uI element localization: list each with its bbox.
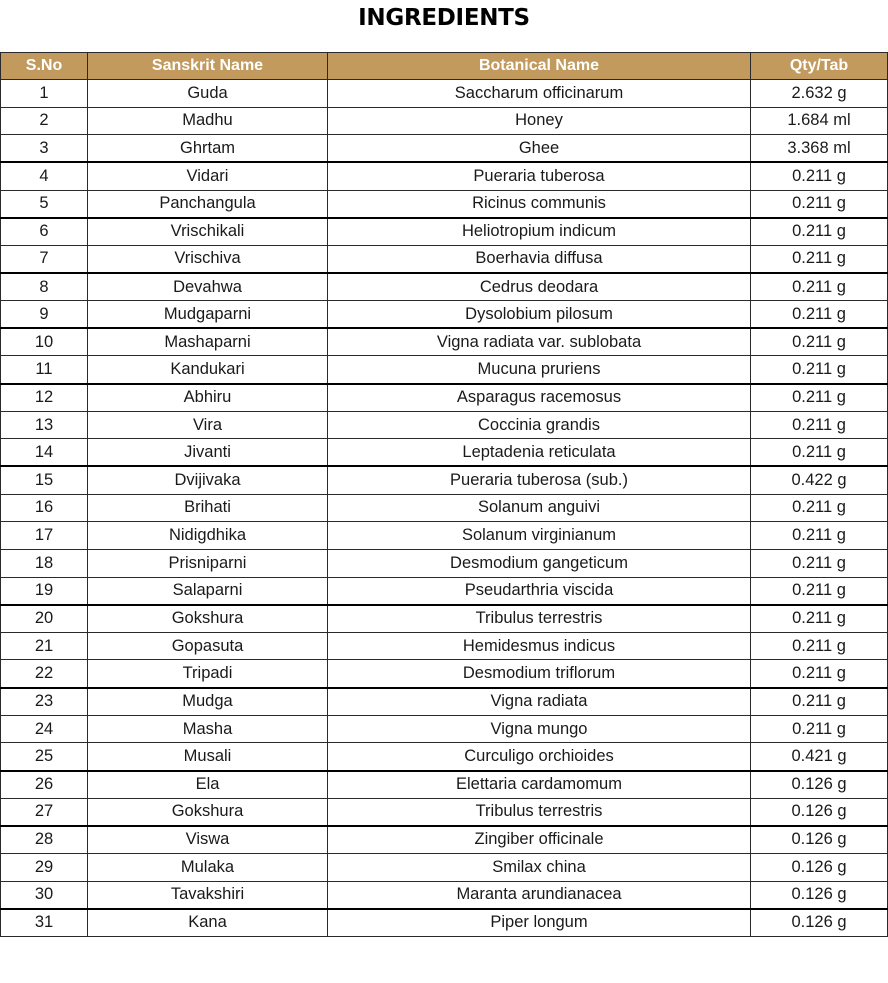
cell-sanskrit-name: Mudgaparni (88, 301, 328, 329)
cell-qty: 0.211 g (751, 301, 888, 329)
column-header-botanical-name: Botanical Name (328, 53, 751, 80)
cell-sanskrit-name: Ela (88, 771, 328, 799)
cell-botanical-name: Asparagus racemosus (328, 384, 751, 412)
cell-sno: 14 (1, 439, 88, 467)
cell-sno: 28 (1, 826, 88, 854)
cell-botanical-name: Tribulus terrestris (328, 798, 751, 826)
cell-qty: 0.211 g (751, 660, 888, 688)
cell-sno: 26 (1, 771, 88, 799)
table-header (1, 53, 888, 80)
cell-sno: 22 (1, 660, 88, 688)
cell-qty: 0.211 g (751, 439, 888, 467)
table-row (1, 356, 888, 384)
cell-botanical-name: Saccharum officinarum (328, 80, 751, 108)
cell-botanical-name: Desmodium gangeticum (328, 549, 751, 577)
cell-sno: 1 (1, 80, 88, 108)
cell-sno: 2 (1, 107, 88, 135)
cell-sanskrit-name: Kandukari (88, 356, 328, 384)
cell-qty: 0.211 g (751, 245, 888, 273)
cell-botanical-name: Coccinia grandis (328, 411, 751, 439)
cell-botanical-name: Pueraria tuberosa (sub.) (328, 466, 751, 494)
cell-sanskrit-name: Mashaparni (88, 328, 328, 356)
cell-sno: 13 (1, 411, 88, 439)
cell-sno: 12 (1, 384, 88, 412)
cell-qty: 3.368 ml (751, 135, 888, 163)
cell-botanical-name: Desmodium triflorum (328, 660, 751, 688)
cell-sanskrit-name: Panchangula (88, 190, 328, 218)
cell-qty: 0.211 g (751, 715, 888, 743)
cell-sno: 31 (1, 909, 88, 937)
cell-botanical-name: Solanum virginianum (328, 522, 751, 550)
cell-sno: 15 (1, 466, 88, 494)
cell-sno: 19 (1, 577, 88, 605)
cell-qty: 0.126 g (751, 798, 888, 826)
cell-botanical-name: Pueraria tuberosa (328, 162, 751, 190)
cell-qty: 0.211 g (751, 190, 888, 218)
cell-sno: 20 (1, 605, 88, 633)
cell-sno: 23 (1, 688, 88, 716)
table-row (1, 577, 888, 605)
cell-botanical-name: Cedrus deodara (328, 273, 751, 301)
cell-botanical-name: Pseudarthria viscida (328, 577, 751, 605)
cell-botanical-name: Hemidesmus indicus (328, 632, 751, 660)
cell-qty: 0.422 g (751, 466, 888, 494)
cell-sanskrit-name: Salaparni (88, 577, 328, 605)
cell-qty: 0.211 g (751, 605, 888, 633)
cell-qty: 0.211 g (751, 411, 888, 439)
cell-sanskrit-name: Kana (88, 909, 328, 937)
cell-botanical-name: Zingiber officinale (328, 826, 751, 854)
cell-sno: 10 (1, 328, 88, 356)
table-row (1, 439, 888, 467)
cell-sno: 16 (1, 494, 88, 522)
table-row (1, 909, 888, 937)
table-row (1, 605, 888, 633)
cell-botanical-name: Mucuna pruriens (328, 356, 751, 384)
table-row (1, 826, 888, 854)
cell-sanskrit-name: Devahwa (88, 273, 328, 301)
table-row (1, 494, 888, 522)
cell-sanskrit-name: Brihati (88, 494, 328, 522)
table-row (1, 632, 888, 660)
cell-sanskrit-name: Vrischiva (88, 245, 328, 273)
cell-qty: 0.126 g (751, 853, 888, 881)
cell-botanical-name: Tribulus terrestris (328, 605, 751, 633)
cell-sno: 5 (1, 190, 88, 218)
cell-sanskrit-name: Gopasuta (88, 632, 328, 660)
table-row (1, 522, 888, 550)
table-row (1, 743, 888, 771)
cell-sanskrit-name: Vira (88, 411, 328, 439)
cell-qty: 0.421 g (751, 743, 888, 771)
table-row (1, 162, 888, 190)
cell-qty: 0.211 g (751, 218, 888, 246)
cell-botanical-name: Boerhavia diffusa (328, 245, 751, 273)
table-row (1, 135, 888, 163)
cell-qty: 0.126 g (751, 881, 888, 909)
cell-sno: 4 (1, 162, 88, 190)
table-row (1, 660, 888, 688)
cell-sno: 6 (1, 218, 88, 246)
cell-botanical-name: Vigna radiata (328, 688, 751, 716)
cell-sno: 21 (1, 632, 88, 660)
cell-botanical-name: Vigna mungo (328, 715, 751, 743)
cell-sno: 30 (1, 881, 88, 909)
table-row (1, 715, 888, 743)
cell-qty: 1.684 ml (751, 107, 888, 135)
cell-botanical-name: Ghee (328, 135, 751, 163)
table-body (1, 80, 888, 937)
cell-sanskrit-name: Guda (88, 80, 328, 108)
table-row (1, 107, 888, 135)
cell-sanskrit-name: Tavakshiri (88, 881, 328, 909)
cell-botanical-name: Curculigo orchioides (328, 743, 751, 771)
cell-sanskrit-name: Prisniparni (88, 549, 328, 577)
page-title: INGREDIENTS (358, 5, 530, 31)
table-row (1, 218, 888, 246)
cell-sanskrit-name: Vrischikali (88, 218, 328, 246)
cell-botanical-name: Elettaria cardamomum (328, 771, 751, 799)
cell-sanskrit-name: Musali (88, 743, 328, 771)
column-header-sanskrit-name: Sanskrit Name (88, 53, 328, 80)
cell-qty: 0.211 g (751, 273, 888, 301)
table-row (1, 80, 888, 108)
cell-sno: 25 (1, 743, 88, 771)
table-row (1, 384, 888, 412)
table-row (1, 190, 888, 218)
cell-sanskrit-name: Jivanti (88, 439, 328, 467)
cell-qty: 0.126 g (751, 909, 888, 937)
cell-botanical-name: Heliotropium indicum (328, 218, 751, 246)
table-row (1, 549, 888, 577)
cell-sno: 11 (1, 356, 88, 384)
cell-sno: 27 (1, 798, 88, 826)
table-row (1, 245, 888, 273)
table-row (1, 328, 888, 356)
cell-sno: 7 (1, 245, 88, 273)
cell-sanskrit-name: Masha (88, 715, 328, 743)
table-row (1, 881, 888, 909)
cell-sanskrit-name: Tripadi (88, 660, 328, 688)
cell-botanical-name: Solanum anguivi (328, 494, 751, 522)
cell-sanskrit-name: Viswa (88, 826, 328, 854)
cell-sanskrit-name: Gokshura (88, 798, 328, 826)
column-header-sno: S.No (1, 53, 88, 80)
cell-botanical-name: Honey (328, 107, 751, 135)
cell-sanskrit-name: Dvijivaka (88, 466, 328, 494)
table-row (1, 301, 888, 329)
cell-botanical-name: Smilax china (328, 853, 751, 881)
cell-qty: 0.211 g (751, 356, 888, 384)
cell-sno: 9 (1, 301, 88, 329)
cell-qty: 0.211 g (751, 162, 888, 190)
cell-sanskrit-name: Mudga (88, 688, 328, 716)
cell-sanskrit-name: Madhu (88, 107, 328, 135)
cell-sanskrit-name: Ghrtam (88, 135, 328, 163)
cell-qty: 0.211 g (751, 522, 888, 550)
cell-qty: 0.211 g (751, 632, 888, 660)
cell-sno: 8 (1, 273, 88, 301)
cell-qty: 0.211 g (751, 688, 888, 716)
cell-sno: 17 (1, 522, 88, 550)
cell-sno: 3 (1, 135, 88, 163)
table-row (1, 411, 888, 439)
cell-sanskrit-name: Mulaka (88, 853, 328, 881)
cell-botanical-name: Dysolobium pilosum (328, 301, 751, 329)
cell-sno: 29 (1, 853, 88, 881)
cell-qty: 0.211 g (751, 384, 888, 412)
cell-qty: 2.632 g (751, 80, 888, 108)
cell-botanical-name: Maranta arundianacea (328, 881, 751, 909)
cell-botanical-name: Vigna radiata var. sublobata (328, 328, 751, 356)
cell-sanskrit-name: Nidigdhika (88, 522, 328, 550)
table-row (1, 798, 888, 826)
cell-qty: 0.211 g (751, 577, 888, 605)
cell-botanical-name: Leptadenia reticulata (328, 439, 751, 467)
cell-qty: 0.126 g (751, 826, 888, 854)
column-header-qty-per-tab: Qty/Tab (751, 53, 888, 80)
table-row (1, 466, 888, 494)
cell-sanskrit-name: Abhiru (88, 384, 328, 412)
cell-qty: 0.126 g (751, 771, 888, 799)
header-row (1, 53, 888, 80)
cell-sno: 18 (1, 549, 88, 577)
table-row (1, 853, 888, 881)
cell-sanskrit-name: Vidari (88, 162, 328, 190)
table-row (1, 273, 888, 301)
cell-qty: 0.211 g (751, 494, 888, 522)
cell-sno: 24 (1, 715, 88, 743)
cell-botanical-name: Ricinus communis (328, 190, 751, 218)
table-row (1, 771, 888, 799)
cell-sanskrit-name: Gokshura (88, 605, 328, 633)
table-row (1, 688, 888, 716)
ingredients-table (0, 52, 888, 937)
cell-botanical-name: Piper longum (328, 909, 751, 937)
cell-qty: 0.211 g (751, 549, 888, 577)
cell-qty: 0.211 g (751, 328, 888, 356)
